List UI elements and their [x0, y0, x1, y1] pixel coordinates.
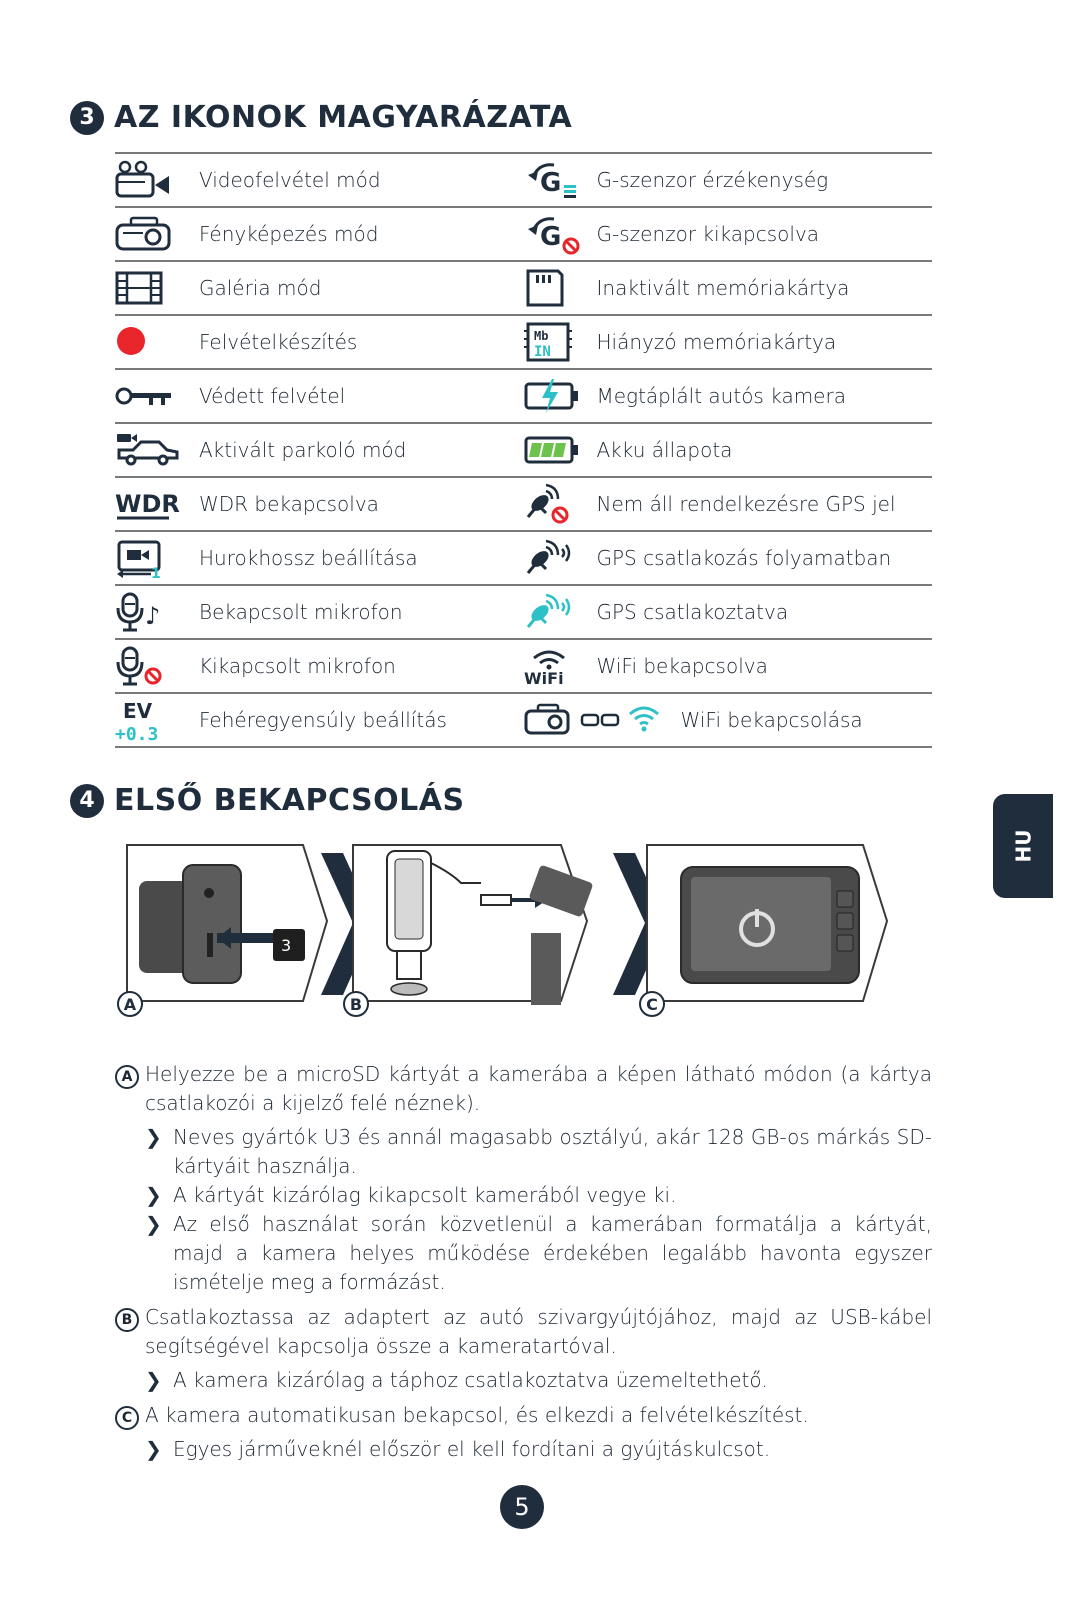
photo-mode-icon — [115, 208, 199, 260]
gps-connected-icon — [524, 586, 597, 638]
step-text: Helyezze be a microSD kártyát a kamerába a képen látható módon (a kártya csatlakozói a kijelző felé néznek). — [145, 1062, 932, 1115]
ev-text: EV — [123, 699, 153, 723]
key-icon — [115, 370, 199, 422]
diagram-panel-b — [351, 843, 591, 1003]
wifi-text: WiFi — [523, 669, 564, 688]
list-item: ❯ A kártyát kizárólag kikapcsolt kamerából vegye ki. — [145, 1181, 932, 1210]
svg-text:G: G — [539, 222, 561, 252]
legend-item — [115, 262, 524, 314]
wdr-text: WDR — [115, 490, 180, 518]
gps-connecting-icon — [524, 532, 597, 584]
step-a — [115, 1060, 932, 1118]
legend-label: Bekapcsolt mikrofon — [199, 600, 403, 624]
legend-item — [524, 478, 933, 530]
legend-item — [524, 370, 933, 422]
ev-value: +0.3 — [115, 724, 159, 745]
legend-label: Galéria mód — [199, 276, 322, 300]
list-item: ❯ Neves gyártók U3 és annál magasabb osztályú, akár 128 GB-os márkás SD-kártyáit használja. — [145, 1123, 932, 1181]
section-title: ELSŐ BEKAPCSOLÁS — [114, 783, 465, 818]
table-row — [115, 478, 932, 532]
chevron-right-icon: ❯ — [145, 1183, 162, 1207]
table-row — [115, 208, 932, 262]
legend-item — [524, 640, 933, 692]
legend-label: WiFi bekapcsolása — [680, 708, 863, 732]
ev-icon — [115, 694, 199, 746]
legend-item — [524, 694, 933, 746]
section-title: AZ IKONOK MAGYARÁZATA — [114, 100, 573, 135]
list-item: ❯ Az első használat során közvetlenül a kamerában formatálja a kártyát, majd a kamera helyes működése érdekében legalább havonta egyszer ismételje meg a formázást. — [145, 1210, 932, 1297]
svg-text:♪: ♪ — [145, 602, 161, 630]
legend-label: Akku állapota — [596, 438, 733, 462]
step-letter: B — [115, 1308, 139, 1332]
parking-mode-icon — [115, 424, 199, 476]
list-item: ❯ Egyes járműveknél először el kell fordítani a gyújtáskulcsot. — [145, 1435, 932, 1464]
legend-item — [115, 478, 524, 530]
legend-label: GPS csatlakoztatva — [596, 600, 789, 624]
legend-label: G-szenzor kikapcsolva — [596, 222, 820, 246]
legend-label: WiFi bekapcsolva — [596, 654, 768, 678]
list-item: ❯ A kamera kizárólag a táphoz csatlakoztatva üzemeltethető. — [145, 1366, 932, 1395]
legend-label: Megtáplált autós kamera — [596, 384, 846, 408]
wifi-icon — [524, 640, 597, 692]
legend-label: Fehéregyensúly beállítás — [199, 708, 447, 732]
legend-item — [115, 208, 524, 260]
svg-text:IN: IN — [533, 344, 551, 360]
step-text: Csatlakoztassa az adaptert az autó szivargyújtójához, majd az USB-kábel segítségével kapcsolja össze a kameratartóval. — [145, 1305, 932, 1358]
legend-label: Hurokhossz beállítása — [199, 546, 418, 570]
legend-item — [115, 316, 524, 368]
memory-card-missing-icon — [524, 316, 597, 368]
table-row — [115, 370, 932, 424]
legend-label: GPS csatlakozás folyamatban — [596, 546, 892, 570]
legend-item — [115, 370, 524, 422]
memory-card-inactive-icon — [524, 262, 597, 314]
legend-item — [115, 586, 524, 638]
video-mode-icon — [115, 154, 199, 206]
mic-on-icon — [115, 586, 199, 638]
legend-label: Nem áll rendelkezésre GPS jel — [596, 492, 896, 516]
legend-item — [115, 640, 524, 692]
table-row — [115, 424, 932, 478]
legend-label: G-szenzor érzékenység — [596, 168, 829, 192]
chevron-right-icon: ❯ — [145, 1437, 162, 1461]
gallery-mode-icon — [115, 262, 199, 314]
chevron-right-icon: ❯ — [145, 1212, 162, 1236]
legend-item — [524, 424, 933, 476]
step-b — [115, 1303, 932, 1361]
legend-label: Inaktivált memóriakártya — [596, 276, 850, 300]
legend-label: Hiányzó memóriakártya — [596, 330, 837, 354]
table-row — [115, 262, 932, 316]
legend-label: Felvételkészítés — [199, 330, 358, 354]
battery-charging-icon — [524, 370, 597, 422]
table-row — [115, 694, 932, 748]
diagram-letter-a: A — [117, 991, 143, 1017]
section-number: 4 — [70, 784, 104, 818]
language-label: HU — [1010, 829, 1035, 863]
diagram-letter-c: C — [639, 991, 665, 1017]
legend-item — [115, 154, 524, 206]
step-text: A kamera automatikusan bekapcsol, és elkezdi a felvételkészítést. — [145, 1403, 809, 1427]
recording-dot-icon — [115, 316, 199, 368]
page-number: 5 — [500, 1485, 544, 1529]
legend-label: Aktivált parkoló mód — [199, 438, 407, 462]
gps-no-signal-icon — [524, 478, 597, 530]
legend-item — [524, 316, 933, 368]
step-letter: C — [115, 1406, 139, 1430]
step-letter: A — [115, 1065, 139, 1089]
table-row — [115, 316, 932, 370]
table-row — [115, 532, 932, 586]
legend-label: Fényképezés mód — [199, 222, 379, 246]
legend-item — [524, 154, 933, 206]
diagram-panel-c — [645, 843, 890, 1003]
table-row — [115, 586, 932, 640]
legend-label: Videofelvétel mód — [199, 168, 381, 192]
icon-legend-table — [115, 152, 932, 748]
instructions — [115, 1060, 932, 1464]
legend-item — [524, 262, 933, 314]
legend-label: WDR bekapcsolva — [199, 492, 379, 516]
legend-item — [115, 424, 524, 476]
svg-text:Mb: Mb — [533, 329, 548, 343]
chevron-right-icon: ❯ — [145, 1368, 162, 1392]
legend-item — [524, 208, 933, 260]
table-row — [115, 154, 932, 208]
section-4-heading — [70, 783, 465, 818]
legend-item — [524, 586, 933, 638]
svg-text:G: G — [539, 168, 561, 198]
g-sensor-sensitivity-icon — [524, 154, 597, 206]
diagram-panel-a — [125, 843, 335, 1003]
section-3-heading — [70, 100, 572, 135]
legend-item — [115, 532, 524, 584]
table-row — [115, 640, 932, 694]
wifi-activation-icon — [524, 694, 681, 746]
legend-item — [115, 694, 524, 746]
battery-full-icon — [524, 424, 597, 476]
svg-text:1: 1 — [151, 566, 161, 582]
g-sensor-off-icon — [524, 208, 597, 260]
loop-length-icon — [115, 532, 199, 584]
language-tab — [993, 794, 1053, 898]
wdr-icon — [115, 478, 199, 530]
legend-item — [524, 532, 933, 584]
mic-off-icon — [115, 640, 199, 692]
installation-diagrams — [123, 843, 890, 1014]
step-c — [115, 1401, 932, 1430]
section-number: 3 — [70, 101, 104, 135]
diagram-letter-b: B — [343, 991, 369, 1017]
legend-label: Kikapcsolt mikrofon — [199, 654, 396, 678]
svg-text:3: 3 — [281, 936, 292, 955]
legend-label: Védett felvétel — [199, 384, 346, 408]
chevron-right-icon: ❯ — [145, 1125, 162, 1149]
